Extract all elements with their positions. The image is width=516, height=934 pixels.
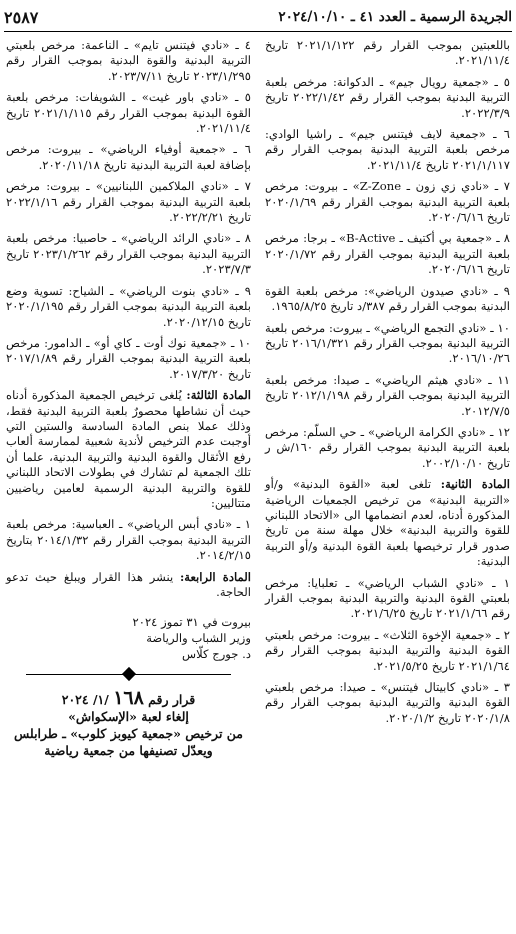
header-rule	[4, 31, 512, 32]
list-item: ٣ ـ «نادي كابيتال فيتنس» ـ صيدا: مرخص بلعبتي القوة البدنية والتربية البدنية بموجب القرار رقم ٢٠٢٠/١/٨ تاريخ ٢٠٢٠/١/٢.	[265, 680, 510, 725]
paragraph: ٩ ـ «نادي صيدون الرياضي»: مرخص بلعبة القوة البدنية بموجب القرار رقم ٣٨٧/د تاريخ ١٩٦٥/٨/٢٥.	[265, 283, 510, 314]
paragraph: ١٢ ـ «نادي الكرامة الرياضي» ـ حي السلّم: مرخص بلعبة التربية البدنية بموجب القرار رقم ١٦٠/ش ر تاريخ ٢٠٠٢/١٠/١٠.	[265, 424, 511, 470]
paragraph: ٧ ـ «نادي زي زون ـ Z-Zone» ـ بيروت: مرخص بلعبة التربية البدنية بموجب القرار رقم ٢٠٢٠/١/٦٩ تاريخ ٢٠٢٠/٦/١٦.	[265, 179, 510, 225]
left-column	[6, 38, 251, 759]
section-divider	[26, 668, 231, 682]
list-item: ١٠ ـ «جمعية نوك أوت ـ كاي أو» ـ الدامور: مرخص بلعبة التربية البدنية بموجب القرار رقم ٢٠١٧/١/٨٩ تاريخ ٢٠١٧/٣/٢٠.	[6, 335, 251, 381]
article-2	[265, 477, 510, 569]
paragraph: ١١ ـ «نادي هيثم الرياضي» ـ صيدا: مرخص بلعبة التربية البدنية بموجب القرار رقم ٢٠١٢/١/١٩٨ تاريخ ٢٠١٢/٧/٥.	[265, 372, 510, 418]
signature-block	[6, 614, 251, 662]
right-column	[265, 38, 510, 732]
list-item: ٩ ـ «نادي بنوت الرياضي» ـ الشياح: تسوية وضع بلعبة التربية البدنية بموجب القرار رقم ٢٠٢٠/١/١٩٥ تاريخ ٢٠٢٠/١٢/١٥.	[6, 283, 251, 329]
signature-role: وزير الشباب والرياضة	[146, 631, 251, 646]
paragraph: ٨ ـ «جمعية بي أكتيف ـ B-Active» ـ برجا: مرخص بلعبة التربية البدنية بموجب القرار رقم ٢٠٢٠/١/٧٢ تاريخ ٢٠٢٠/٦/١٦.	[265, 231, 510, 277]
list-item: ٦ ـ «جمعية أوفياء الرياضي» ـ بيروت: مرخص بإضافة لعبة التربية البدنية تاريخ ٢٠٢٠/١١/١٨.	[6, 142, 251, 172]
article-2-label: المادة الثانية:	[440, 477, 511, 492]
page-number: ٢٥٨٧	[4, 7, 39, 27]
article-4	[6, 570, 251, 601]
paragraph: ٦ ـ «جمعية لايف فيتنس جيم» ـ راشيا الوادي: مرخص بلعبة التربية البدنية بموجب القرار رقم ٢٠٢١/١/١١٧ تاريخ ٢٠٢١/١١/٤.	[265, 127, 510, 172]
decision-title-line-2: من ترخيص «جمعية كيوبز كلوب» ـ طرابلس	[14, 726, 243, 742]
gazette-title: الجريدة الرسمية ـ العدد ٤١ ـ ٢٠٢٤/١٠/١٠	[278, 9, 512, 25]
signature-place-date: بيروت في ٣١ تموز ٢٠٢٤	[132, 615, 251, 630]
list-item: ١ ـ «نادي أبس الرياضي» ـ العباسية: مرخص بلعبة التربية البدنية بموجب القرار رقم ٢٠١٤/١/٣٢ بتاريخ ٢٠١٤/٢/١٥.	[6, 517, 251, 563]
article-2-text: تلغى لعبة «القوة البدنية» و/أو «التربية البدنية» من ترخيص الجمعيات الرياضية المذكورة أدناه، لعدم انضمامها الى «الاتحاد اللبناني للقوة والتربية البدنية» خلال مهلة سنة من تاريخ صدور قرار ترخيصها بلعبة القوة البدنية و/أو التربية البدنية:	[265, 477, 510, 569]
decision-heading	[6, 687, 251, 759]
decision-suffix: /١/ ٢٠٢٤	[61, 692, 109, 708]
decision-prefix: قرار رقم	[148, 692, 196, 708]
diamond-ornament-icon	[121, 667, 135, 681]
decision-title-line-3: ويعدّل تصنيفها من جمعية رياضية	[44, 743, 213, 759]
decision-number-line	[6, 687, 251, 710]
paragraph: باللعبتين بموجب القرار رقم ٢٠٢١/١/١٢٢ تاريخ ٢٠٢١/١١/٤.	[265, 38, 510, 68]
article-3-text: يُلغى ترخيص الجمعية المذكورة أدناه حيث أن نشاطها محصورٌ بلعبة التربية البدنية فقط، وذلك عملا بنص المادة السادسة والستين التي أوجبت عدم الترخيص لأندية شعبية لممارسة ألعاب رفع الأثقال والقوة البدنية والتربية البدنية، علما أن تلك الجمعية لم تشارك في بطولات الاتحاد اللبناني للقوة والتربية البدنية الرسمية لعامين رياضيين متتاليين:	[6, 388, 251, 510]
page-header	[4, 4, 512, 30]
list-item: ٢ ـ «جمعية الإخوة الثلاث» ـ بيروت: مرخص بلعبتي القوة البدنية والتربية البدنية بموجب القرار رقم ٢٠٢١/١/٦٤ تاريخ ٢٠٢١/٥/٢٥.	[265, 627, 510, 673]
article-4-text: ينشر هذا القرار ويبلغ حيث تدعو الحاجة.	[6, 569, 251, 599]
list-item: ٥ ـ «نادي باور غيت» ـ الشويفات: مرخص بلعبة القوة البدنية بموجب القرار رقم ٢٠٢١/١/١١٥ تاريخ ٢٠٢١/١١/٤.	[6, 90, 251, 136]
paragraph: ١٠ ـ «نادي التجمع الرياضي» ـ بيروت: مرخص بلعبة التربية البدنية بموجب القرار رقم ٢٠١٦/١/٣٢١ تاريخ ٢٠١٦/١٠/٢٦.	[265, 320, 510, 366]
decision-title-line-1: إلغاء لعبة «الإسكواش»	[68, 709, 189, 725]
article-3-label: المادة الثالثة:	[186, 388, 251, 403]
list-item: ١ ـ «نادي الشباب الرياضي» ـ تعلبايا: مرخص بلعبتي القوة البدنية والتربية البدنية بموجب القرار رقم ٢٠٢١/١/٦٦ تاريخ ٢٠٢١/٦/٢٥.	[265, 575, 510, 621]
list-item: ٧ ـ «نادي الملاكمين اللبنانيين» ـ بيروت: مرخص بلعبة التربية البدنية بموجب القرار رقم ٢٠٢٢/١/١٦ تاريخ ٢٠٢٢/٢/٢١.	[6, 179, 251, 225]
list-item: ٤ ـ «نادي فيتنس تايم» ـ الناعمة: مرخص بلعبتي التربية البدنية والقوة البدنية بموجب القرار رقم ٢٠٢٣/١/٢٩٥ تاريخ ٢٠٢٣/٧/١١.	[6, 38, 251, 83]
signature-name: د. جورج كلّاس	[181, 647, 251, 662]
article-3	[6, 388, 251, 511]
list-item: ٨ ـ «نادي الرائد الرياضي» ـ حاصبيا: مرخص بلعبة التربية البدنية بموجب القرار رقم ٢٠٢٣/١/٢٦٢ تاريخ ٢٠٢٣/٧/٣.	[6, 231, 251, 277]
paragraph: ٥ ـ «جمعية رويال جيم» ـ الدكوانة: مرخص بلعبة التربية البدنية بموجب القرار رقم ٢٠٢٢/١/٤٢ تاريخ ٢٠٢٢/٣/٩.	[265, 74, 510, 120]
decision-number: ١٦٨	[113, 687, 144, 710]
article-4-label: المادة الرابعة:	[179, 569, 252, 584]
